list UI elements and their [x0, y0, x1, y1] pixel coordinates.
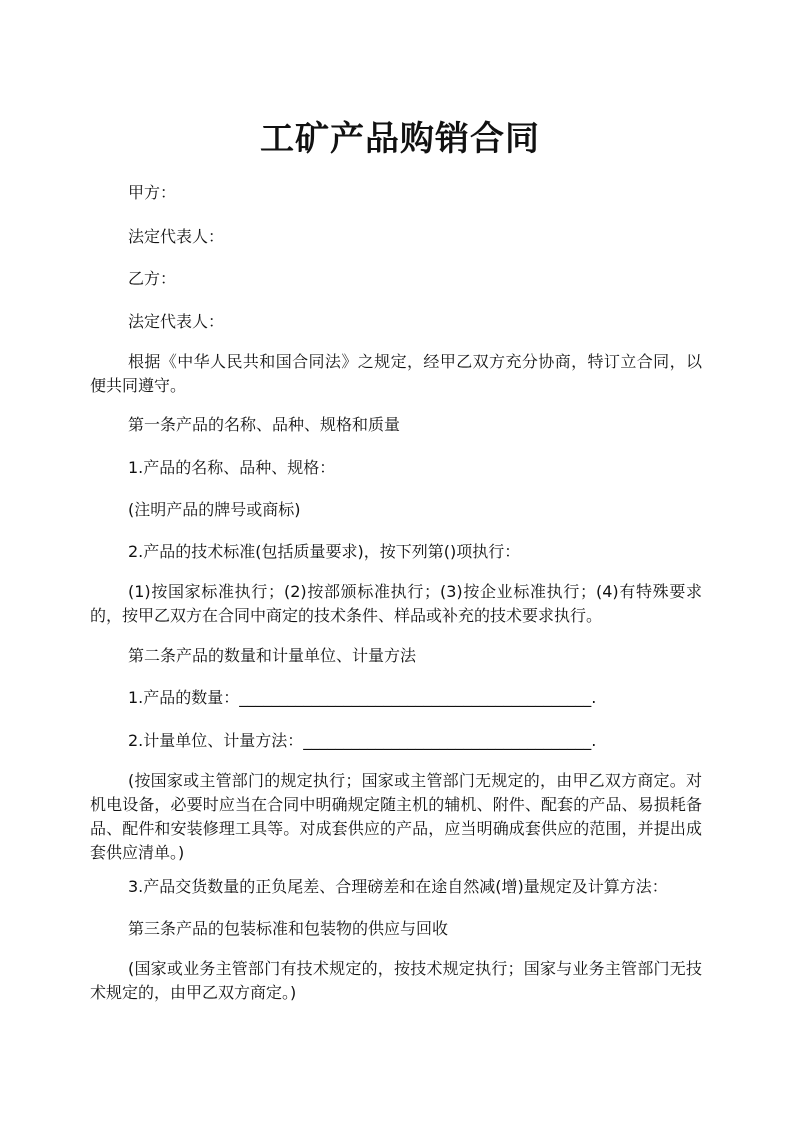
party-a-line: 甲方：	[128, 183, 177, 202]
document-title: 工矿产品购销合同	[260, 119, 540, 159]
article-1-heading: 第一条产品的名称、品种、规格和质量	[128, 415, 401, 434]
article-2-item-1: 1.产品的数量：____________________________________________.	[128, 688, 597, 707]
article-1-standards-paragraph: (1)按国家标准执行；(2)按部颁标准执行；(3)按企业标准执行；(4)有特殊要求的，按甲乙双方在合同中商定的技术条件、样品或补充的技术要求执行。	[90, 582, 702, 625]
preamble-paragraph: 根据《中华人民共和国合同法》之规定，经甲乙双方充分协商，特订立合同，以便共同遵守。	[90, 352, 702, 395]
article-2-heading: 第二条产品的数量和计量单位、计量方法	[128, 646, 417, 665]
article-2-note-paragraph: (按国家或主管部门的规定执行；国家或主管部门无规定的，由甲乙双方商定。对机电设备，必要时应当在合同中明确规定随主机的辅机、附件、配套的产品、易损耗备品、配件和安装修理工具等。对成套供应的产品，应当明确成套供应的范围，并提出成套供应清单。)	[90, 771, 702, 862]
article-3-note-paragraph: (国家或业务主管部门有技术规定的，按技术规定执行；国家与业务主管部门无技术规定的，由甲乙双方商定。)	[90, 959, 702, 1002]
article-1-note: (注明产品的牌号或商标)	[128, 500, 301, 519]
article-1-item-1: 1.产品的名称、品种、规格：	[128, 458, 336, 477]
party-b-representative-line: 法定代表人：	[128, 312, 225, 331]
article-2-item-3: 3.产品交货数量的正负尾差、合理磅差和在途自然减(增)量规定及计算方法：	[128, 877, 668, 896]
party-b-line: 乙方：	[128, 269, 177, 288]
party-a-representative-line: 法定代表人：	[128, 227, 225, 246]
article-1-item-2: 2.产品的技术标准(包括质量要求)，按下列第()项执行：	[128, 542, 521, 561]
article-2-item-2: 2.计量单位、计量方法：____________________________________.	[128, 731, 597, 750]
article-3-heading: 第三条产品的包装标准和包装物的供应与回收	[128, 919, 449, 938]
